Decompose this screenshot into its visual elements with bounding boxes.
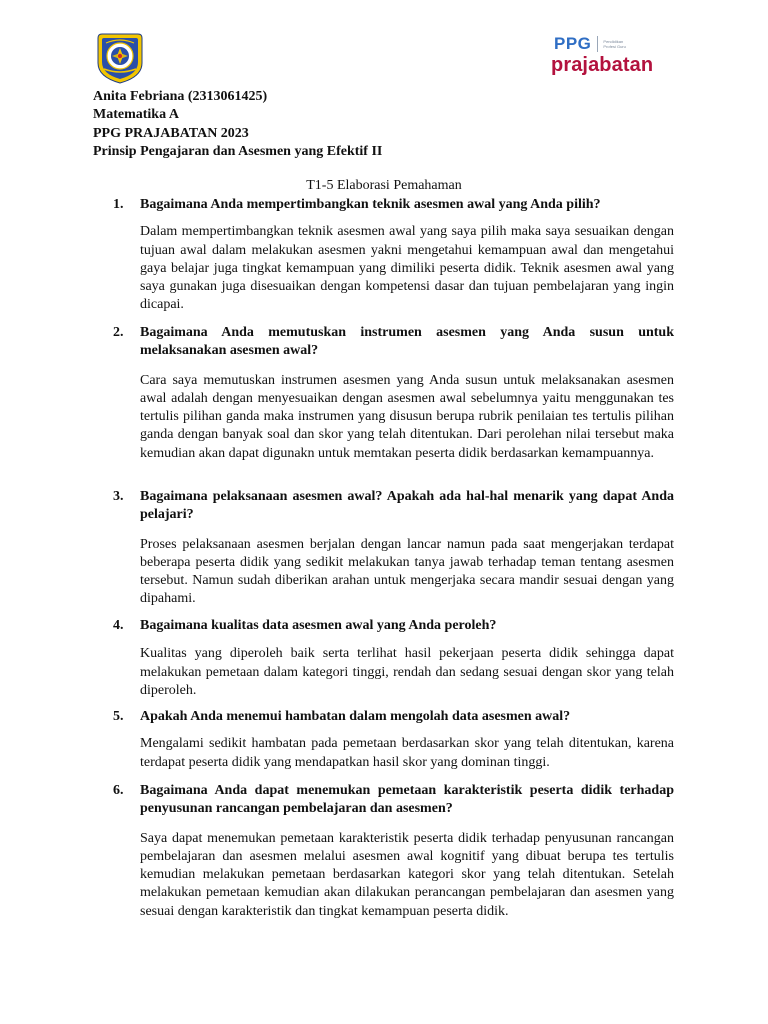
question-text: Bagaimana kualitas data asesmen awal yang Anda peroleh? — [140, 618, 497, 633]
answer-text: Proses pelaksanaan asesmen berjalan dengan lancar namun pada saat mengerjakan terdapat beberapa peserta didik yang sedikit melakukan tanya jawab terhadap teman tentang asesmen tersebut. Namun sudah diberikan arahan untuk mengerjaka secara mandir sesuai dengan yang dipahami. — [140, 536, 674, 607]
question-number: 1. — [113, 197, 124, 212]
question-text: Bagaimana Anda mempertimbangkan teknik asesmen awal yang Anda pilih? — [140, 197, 601, 212]
program-name: PPG PRAJABATAN 2023 — [93, 125, 249, 141]
answer-text: Dalam mempertimbangkan teknik asesmen awal yang saya pilih maka saya sesuaikan dengan tujuan awal dalam melakukan asesmen yakni mengetahui kemampuan awal dan mengetahui gaya belajar juga tingkat kemampuan yang dimiliki peserta didik. Teknik asesmen awal yang saya gunakan juga disesuaikan dengan kompetensi dasar dan tujuan pembelajaran yang ingin dicapai. — [140, 224, 674, 313]
question — [113, 324, 674, 361]
answer-text: Mengalami sedikit hambatan pada pemetaan berdasarkan skor yang telah ditentukan, karena terdapat peserta didik yang mendapatkan hasil skor yang dominan tinggi. — [140, 736, 674, 770]
question — [113, 708, 674, 726]
class-name: Matematika A — [93, 107, 179, 123]
university-seal-icon — [92, 29, 148, 85]
question-number: 4. — [113, 618, 124, 633]
ppg-prajabatan-logo — [551, 34, 663, 80]
question-text: Bagaimana Anda memutuskan instrumen asesmen yang Anda susun untuk melaksanakan asesmen awal? — [140, 325, 674, 359]
course-name: Prinsip Pengajaran dan Asesmen yang Efektif II — [93, 143, 383, 159]
answer-text: Saya dapat menemukan pemetaan karakteristik peserta didik terhadap penyusunan rancangan pembelajaran dan asesmen melalui asesmen awal kognitif yang dibuat berupa tes tertulis kemudian melakukan pemetaan berdasarkan kategori skor yang telah ditentukan. Setelah melakukan pemetaan kemudian akan dilakukan perancangan pembelajaran dan asesmen yang sesuai dengan karakteristik dan tingkat kemampuan peserta didik. — [140, 830, 674, 919]
qa-item-3 — [113, 488, 674, 609]
qa-item-4 — [113, 617, 674, 700]
logo-divider — [597, 36, 598, 52]
question — [113, 196, 674, 214]
question-number: 2. — [113, 325, 124, 340]
question-text: Bagaimana pelaksanaan asesmen awal? Apakah ada hal-hal menarik yang dapat Anda pelajari? — [140, 489, 674, 523]
question — [113, 488, 674, 525]
question-text: Bagaimana Anda dapat menemukan pemetaan karakteristik peserta didik terhadap penyusunan rancangan pembelajaran dan asesmen? — [140, 783, 674, 817]
question — [113, 617, 674, 635]
qa-item-2 — [113, 324, 674, 463]
question-number: 6. — [113, 783, 124, 798]
question-number: 5. — [113, 709, 124, 724]
question — [113, 782, 674, 819]
prajabatan-logo-word: prajabatan — [551, 54, 654, 76]
qa-item-1 — [113, 196, 674, 315]
qa-item-6 — [113, 782, 674, 921]
question-text: Apakah Anda menemui hambatan dalam mengolah data asesmen awal? — [140, 709, 571, 724]
author-header — [93, 88, 693, 161]
answer-text: Kualitas yang diperoleh baik serta terlihat hasil pekerjaan peserta didik sehingga dapat melakukan pemetaan dalam kategori tinggi, rendah dan sedang sesuai dengan skor yang telah diperoleh. — [140, 646, 674, 698]
qa-item-5 — [113, 708, 674, 772]
ppg-logo-tagline: Pendidikan Profesi Guru — [603, 39, 626, 49]
answer-text: Cara saya memutuskan instrumen asesmen yang Anda susun untuk melaksanakan asesmen awal adalah dengan menyesuaikan dengan asesmen awal sebelumnya yaitu menggunakan tes tertulis pilihan ganda maka instrumen yang disusun berupa rubrik penilaian tes tertulis pilihan ganda dengan banyak soal dan skor yang telah ditentukan. Dari perolehan nilai tersebut maka kemudian akan dapat digunakn untuk memtakan peserta didik berdasarkan kemampuannya. — [140, 372, 674, 461]
document-title — [0, 177, 768, 195]
author-name: Anita Febriana (2313061425) — [93, 89, 268, 104]
document-title-text: T1-5 Elaborasi Pemahaman — [306, 178, 462, 193]
question-number: 3. — [113, 489, 124, 504]
ppg-logo-word: PPG — [554, 34, 592, 53]
